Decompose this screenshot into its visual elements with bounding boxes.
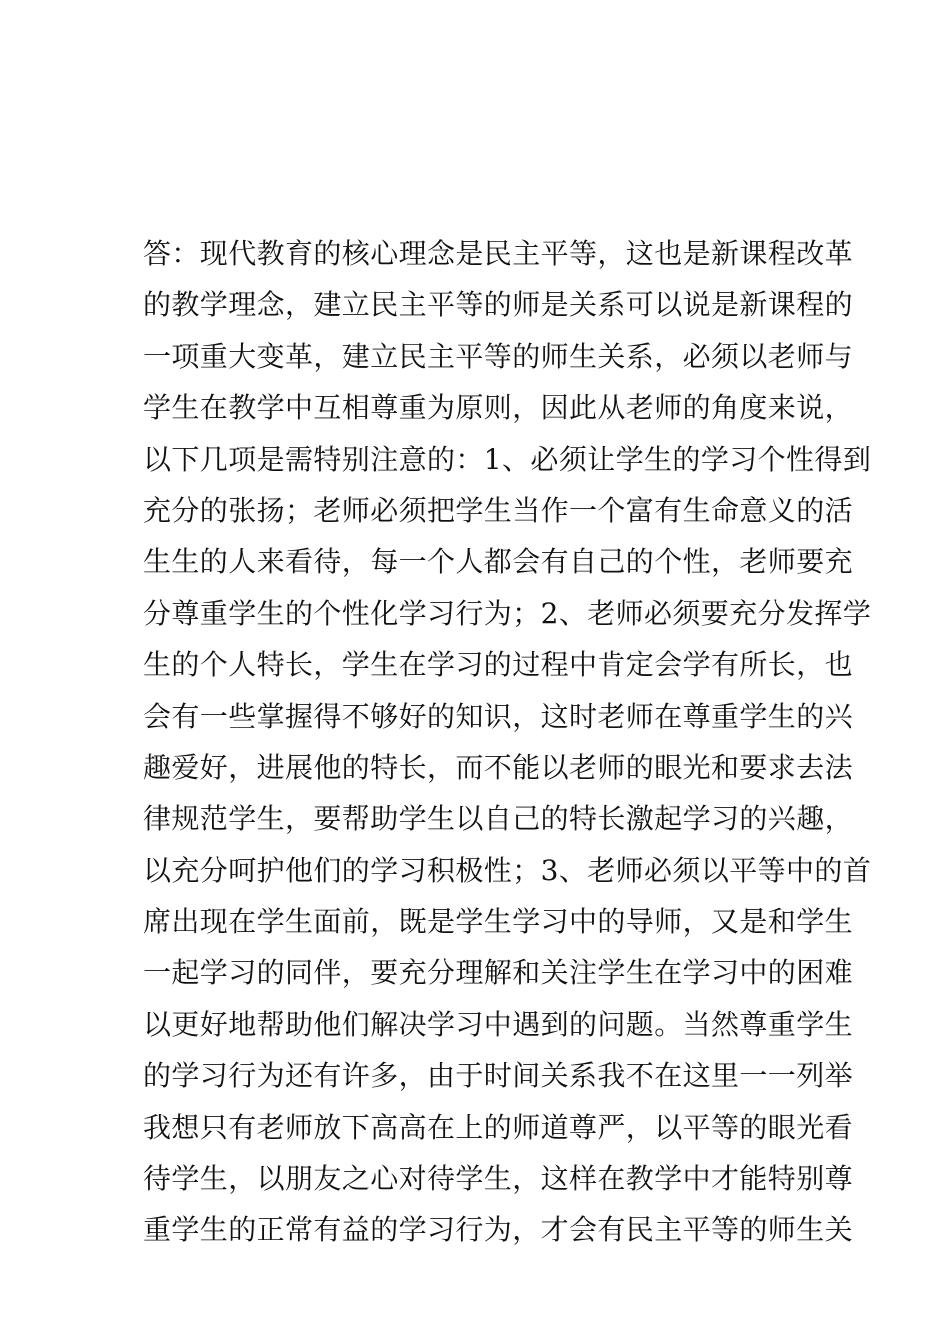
text-line: 分尊重学生的个性化学习行为；2、老师必须要充分发挥学 — [143, 596, 872, 630]
text-line: 会有一些掌握得不够好的知识，这时老师在尊重学生的兴 — [143, 699, 854, 733]
text-line: 答：现代教育的核心理念是民主平等，这也是新课程改革 — [143, 237, 854, 270]
text-line: 学生在教学中互相尊重为原则，因此从老师的角度来说， — [143, 391, 854, 425]
text-line: 充分的张扬；老师必须把学生当作一个富有生命意义的活 — [143, 493, 854, 527]
text-line: 席出现在学生面前，既是学生学习中的导师，又是和学生 — [143, 905, 854, 939]
text-line: 趣爱好，进展他的特长，而不能以老师的眼光和要求去法 — [143, 750, 854, 784]
text-line: 一项重大变革，建立民主平等的师生关系，必须以老师与 — [143, 339, 854, 373]
text-line: 一起学习的同伴，要充分理解和关注学生在学习中的困难 — [143, 956, 854, 990]
text-line: 生生的人来看待，每一个人都会有自己的个性，老师要充 — [143, 545, 854, 579]
text-line: 以更好地帮助他们解决学习中遇到的问题。当然尊重学生 — [143, 1007, 854, 1041]
text-line: 待学生，以朋友之心对待学生，这样在教学中才能特别尊 — [143, 1162, 854, 1196]
text-line: 以下几项是需特别注意的：1、必须让学生的学习个性得到 — [143, 442, 872, 476]
text-line: 的学习行为还有许多，由于时间关系我不在这里一一列举 — [143, 1059, 854, 1093]
text-line: 重学生的正常有益的学习行为，才会有民主平等的师生关 — [143, 1213, 854, 1247]
text-line: 的教学理念，建立民主平等的师是关系可以说是新课程的 — [143, 288, 854, 322]
text-line: 生的个人特长，学生在学习的过程中肯定会学有所长，也 — [143, 648, 854, 682]
text-line: 以充分呵护他们的学习积极性；3、老师必须以平等中的首 — [143, 853, 872, 887]
text-line: 律规范学生，要帮助学生以自己的特长激起学习的兴趣， — [143, 802, 854, 836]
answer-paragraph — [143, 228, 872, 1256]
text-line: 我想只有老师放下高高在上的师道尊严，以平等的眼光看 — [143, 1110, 854, 1144]
